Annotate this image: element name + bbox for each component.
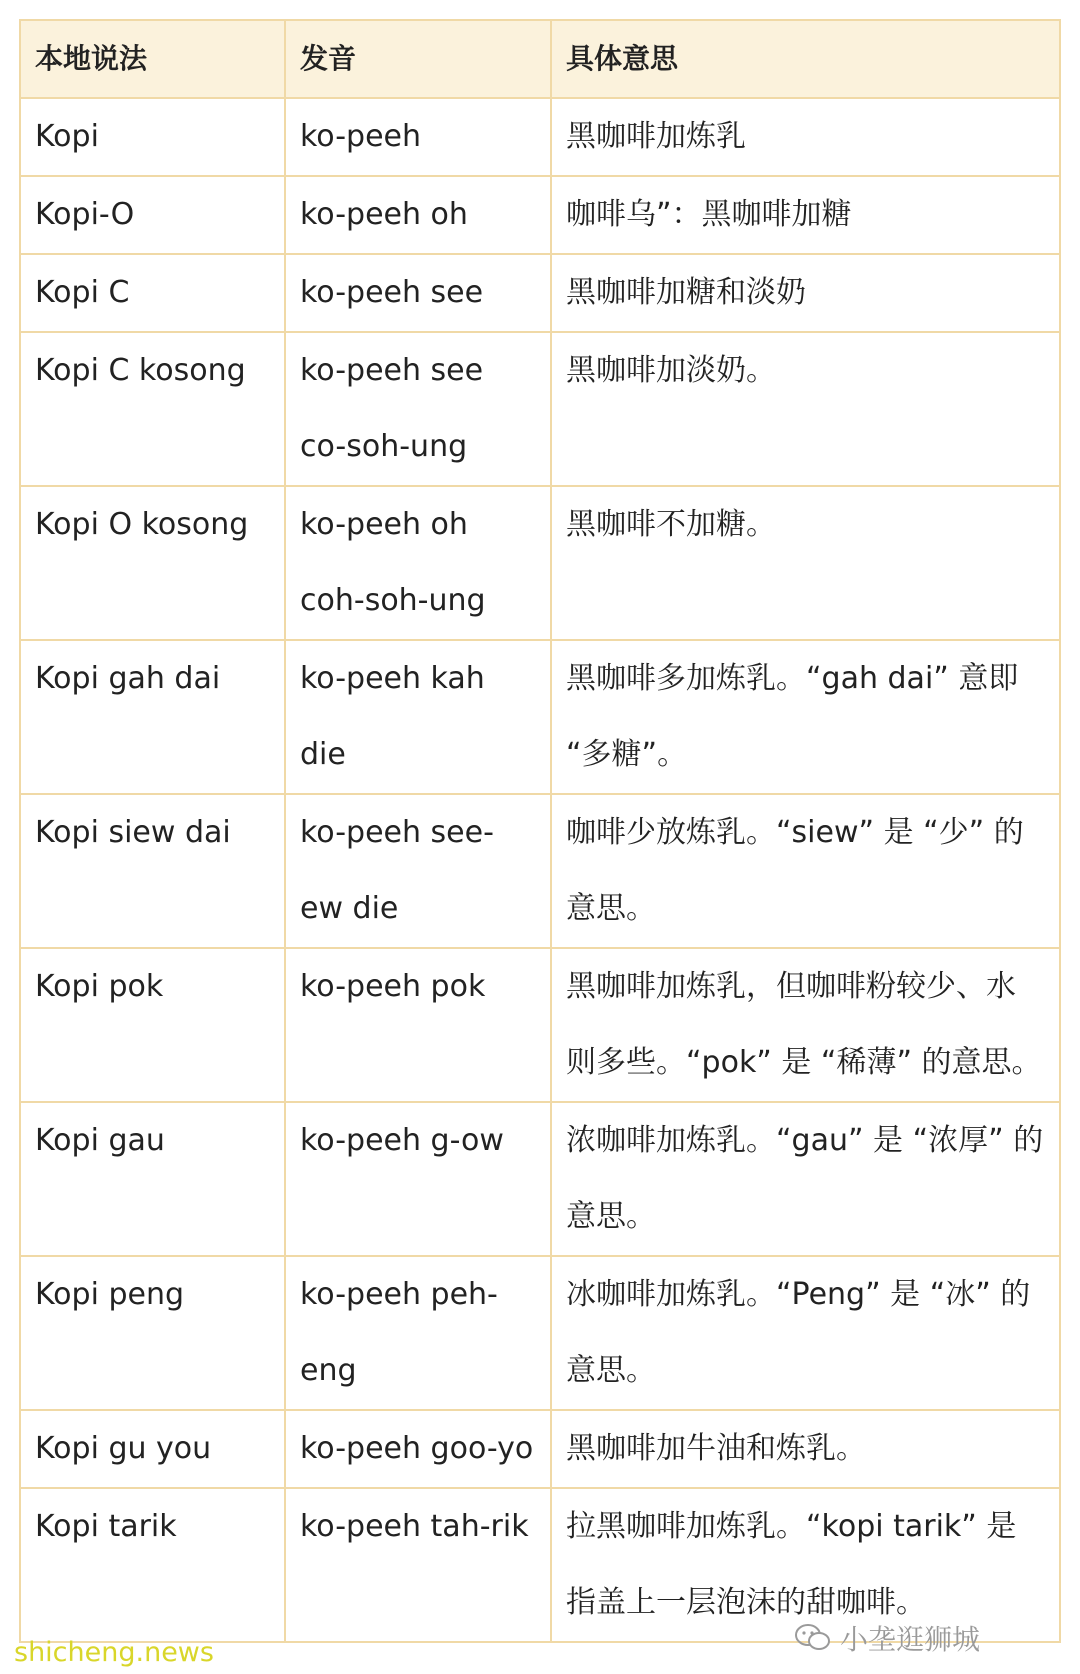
kopi-glossary-table	[19, 19, 1061, 1643]
pronunciation-cell: ko-peeh see-ew die	[285, 794, 551, 948]
header-meaning: 具体意思	[551, 20, 1060, 98]
table-row	[20, 1256, 1060, 1410]
pronunciation-cell: ko-peeh see	[285, 254, 551, 332]
table-row	[20, 948, 1060, 1102]
header-pronunciation: 发音	[285, 20, 551, 98]
pronunciation-cell: ko-peeh pok	[285, 948, 551, 1102]
header-row	[20, 20, 1060, 98]
site-watermark: shicheng.news	[14, 1637, 214, 1668]
table-row	[20, 332, 1060, 486]
pronunciation-cell: ko-peeh oh coh-soh-ung	[285, 486, 551, 640]
term-cell: Kopi C kosong	[20, 332, 285, 486]
term-cell: Kopi O kosong	[20, 486, 285, 640]
table-row	[20, 1410, 1060, 1488]
table-row	[20, 794, 1060, 948]
term-cell: Kopi gu you	[20, 1410, 285, 1488]
term-cell: Kopi siew dai	[20, 794, 285, 948]
meaning-cell: 黑咖啡加糖和淡奶	[551, 254, 1060, 332]
term-cell: Kopi gah dai	[20, 640, 285, 794]
term-cell: Kopi-O	[20, 176, 285, 254]
table-row	[20, 1102, 1060, 1256]
term-cell: Kopi tarik	[20, 1488, 285, 1642]
table-row	[20, 98, 1060, 176]
table-row	[20, 254, 1060, 332]
meaning-cell: 浓咖啡加炼乳。“gau” 是 “浓厚” 的意思。	[551, 1102, 1060, 1256]
term-cell: Kopi	[20, 98, 285, 176]
table-row	[20, 486, 1060, 640]
table-row	[20, 176, 1060, 254]
header-local-term: 本地说法	[20, 20, 285, 98]
pronunciation-cell: ko-peeh see co-soh-ung	[285, 332, 551, 486]
wechat-icon	[794, 1623, 832, 1653]
pronunciation-cell: ko-peeh	[285, 98, 551, 176]
meaning-cell: 咖啡少放炼乳。“siew” 是 “少” 的意思。	[551, 794, 1060, 948]
term-cell: Kopi C	[20, 254, 285, 332]
table-row	[20, 640, 1060, 794]
pronunciation-cell: ko-peeh g-ow	[285, 1102, 551, 1256]
term-cell: Kopi peng	[20, 1256, 285, 1410]
term-cell: Kopi pok	[20, 948, 285, 1102]
meaning-cell: 黑咖啡不加糖。	[551, 486, 1060, 640]
watermark	[794, 1618, 980, 1658]
meaning-cell: 咖啡乌”：黑咖啡加糖	[551, 176, 1060, 254]
pronunciation-cell: ko-peeh peh-eng	[285, 1256, 551, 1410]
pronunciation-cell: ko-peeh tah-rik	[285, 1488, 551, 1642]
meaning-cell: 冰咖啡加炼乳。“Peng” 是 “冰” 的意思。	[551, 1256, 1060, 1410]
meaning-cell: 黑咖啡多加炼乳。“gah dai” 意即 “多糖”。	[551, 640, 1060, 794]
pronunciation-cell: ko-peeh kah die	[285, 640, 551, 794]
pronunciation-cell: ko-peeh goo-yo	[285, 1410, 551, 1488]
pronunciation-cell: ko-peeh oh	[285, 176, 551, 254]
meaning-cell: 黑咖啡加牛油和炼乳。	[551, 1410, 1060, 1488]
meaning-cell: 黑咖啡加淡奶。	[551, 332, 1060, 486]
meaning-cell: 黑咖啡加炼乳，但咖啡粉较少、水则多些。“pok” 是 “稀薄” 的意思。	[551, 948, 1060, 1102]
meaning-cell: 黑咖啡加炼乳	[551, 98, 1060, 176]
meaning-cell: 拉黑咖啡加炼乳。“kopi tarik” 是指盖上一层泡沫的甜咖啡。	[551, 1488, 1060, 1642]
watermark-account: 小垄逛狮城	[839, 1623, 980, 1656]
term-cell: Kopi gau	[20, 1102, 285, 1256]
